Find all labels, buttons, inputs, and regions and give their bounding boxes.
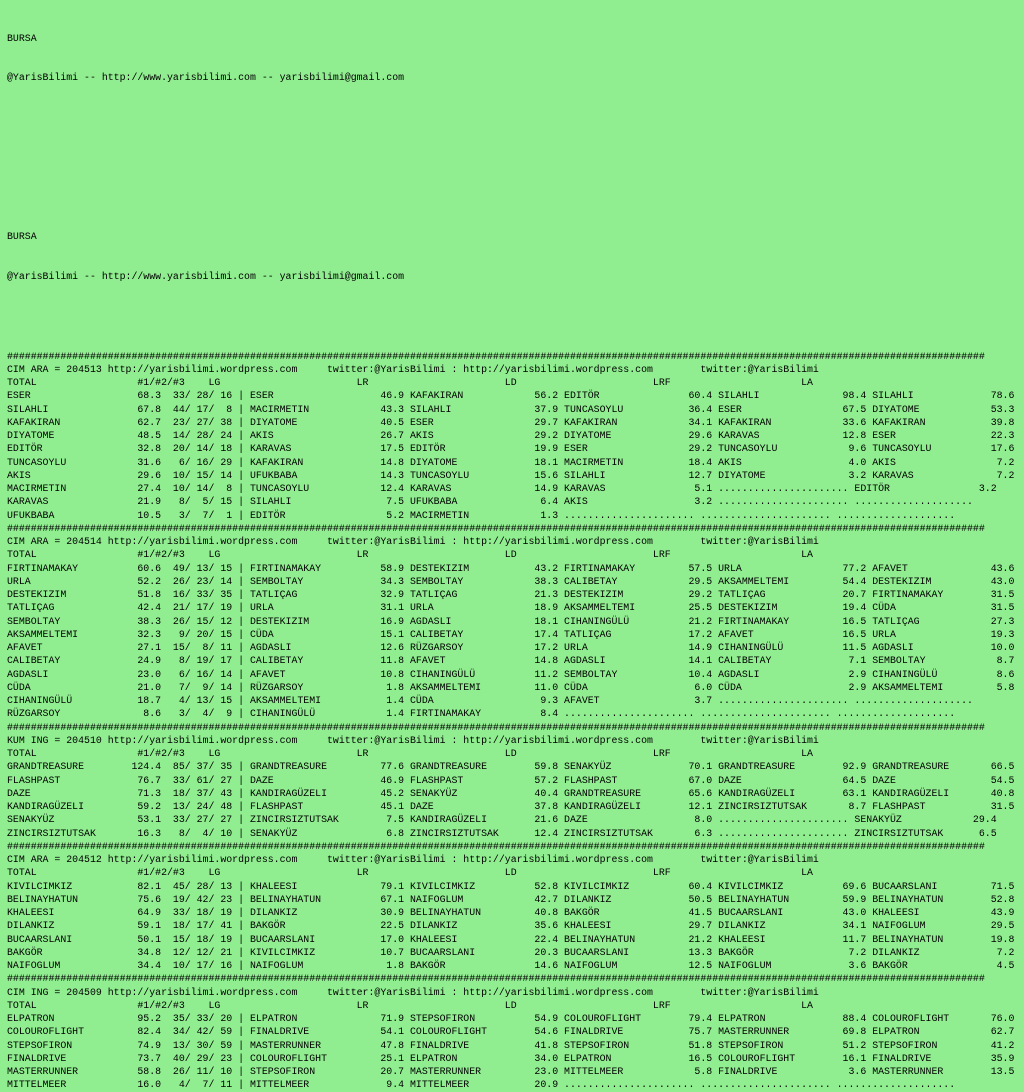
race-header: CIM ING = 204509 http://yarisbilimi.wordpress.com twitter:@YarisBilimi : http://yarisbilimi.wordpress.com twitter:@YarisBilimi	[7, 986, 819, 998]
table-row: FINALDRIVE 73.7 40/ 29/ 23 | COLOUROFLIGHT 25.1 ELPATRON 34.0 ELPATRON 16.5 COLOUROFLIGHT 16.1 FINALDRIVE 35.9	[7, 1052, 1015, 1064]
table-row: FIRTINAMAKAY 60.6 49/ 13/ 15 | FIRTINAMAKAY 58.9 DESTEKIZIM 43.2 FIRTINAMAKAY 57.5 URLA 77.2 AFAVET 43.6	[7, 562, 1015, 574]
race-header: CIM ARA = 204512 http://yarisbilimi.wordpress.com twitter:@YarisBilimi : http://yarisbilimi.wordpress.com twitter:@YarisBilimi	[7, 854, 819, 865]
table-row: COLOUROFLIGHT 82.4 34/ 42/ 59 | FINALDRIVE 54.1 COLOUROFLIGHT 54.6 FINALDRIVE 75.7 MASTERRUNNER 69.8 ELPATRON 62.7	[7, 1026, 1015, 1038]
table-row: AKIS 29.6 10/ 15/ 14 | UFUKBABA 14.3 TUNCASOYLU 15.6 SILAHLI 12.7 DIYATOME 3.2 KARAVAS 7.2	[7, 469, 1015, 481]
blank-line	[7, 310, 1024, 323]
table-row: TUNCASOYLU 31.6 6/ 16/ 29 | KAFAKIRAN 14.8 DIYATOME 18.1 MACIRMETIN 18.4 AKIS 4.0 AKIS 7.2	[7, 456, 1015, 468]
section-separator: #####################################################################################################################################################################	[7, 721, 985, 733]
table-row: AKSAMMELTEMI 32.3 9/ 20/ 15 | CÜDA 15.1 CALIBETAY 17.4 TATLIÇAG 17.2 AFAVET 16.5 URLA 19.3	[7, 628, 1015, 640]
table-row: ESER 68.3 33/ 28/ 16 | ESER 46.9 KAFAKIRAN 56.2 EDITÖR 60.4 SILAHLI 98.4 SILAHLI 78.6	[7, 390, 1015, 402]
column-header-row: TOTAL #1/#2/#3 LG LR LD LRF LA	[7, 867, 813, 879]
blank-line	[7, 151, 1024, 164]
table-row: FLASHPAST 76.7 33/ 61/ 27 | DAZE 46.9 FLASHPAST 57.2 FLASHPAST 67.0 DAZE 64.5 DAZE 54.5	[7, 774, 1015, 786]
table-row: KARAVAS 21.9 8/ 5/ 15 | SILAHLI 7.5 UFUKBABA 6.4 AKIS 3.2 ...................... ....................	[7, 496, 973, 508]
table-row: URLA 52.2 26/ 23/ 14 | SEMBOLTAY 34.3 SEMBOLTAY 38.3 CALIBETAY 29.5 AKSAMMELTEMI 54.4 DESTEKIZIM 43.0	[7, 575, 1015, 587]
column-header-row: TOTAL #1/#2/#3 LG LR LD LRF LA	[7, 377, 813, 388]
table-row: KIVILCIMKIZ 82.1 45/ 28/ 13 | KHALEESI 79.1 KIVILCIMKIZ 52.8 KIVILCIMKIZ 60.4 KIVILCIMKIZ 69.6 BUCAARSLANI 71.5	[7, 880, 1015, 892]
table-row: CALIBETAY 24.9 8/ 19/ 17 | CALIBETAY 11.8 AFAVET 14.8 AGDASLI 14.1 CALIBETAY 7.1 SEMBOLTAY 8.7	[7, 655, 1015, 667]
table-row: CIHANINGÜLÜ 18.7 4/ 13/ 15 | AKSAMMELTEMI 1.4 CÜDA 9.3 AFAVET 3.7 ...................... ....................	[7, 695, 973, 706]
table-row: MITTELMEER 16.0 4/ 7/ 11 | MITTELMEER 9.4 MITTELMEER 20.9 ...................... ...................... ....................	[7, 1079, 956, 1091]
table-row: BELINAYHATUN 75.6 19/ 42/ 23 | BELINAYHATUN 67.1 NAIFOGLUM 42.7 DILANKIZ 50.5 BELINAYHATUN 59.9 BELINAYHATUN 52.8	[7, 893, 1015, 905]
race-tables	[7, 350, 1024, 1091]
table-row: ZINCIRSIZTUTSAK 16.3 8/ 4/ 10 | SENAKYÜZ 6.8 ZINCIRSIZTUTSAK 12.4 ZINCIRSIZTUTSAK 6.3 ...................... ZINCIRSIZTUTSAK 6.5	[7, 827, 997, 839]
table-row: RÜZGARSOY 8.6 3/ 4/ 9 | CIHANINGÜLÜ 1.4 FIRTINAMAKAY 8.4 ...................... ...................... ....................	[7, 708, 956, 720]
table-row: MACIRMETIN 27.4 10/ 14/ 8 | TUNCASOYLU 12.4 KARAVAS 14.9 KARAVAS 5.1 ...................... EDITÖR 3.2	[7, 483, 997, 494]
column-header-row: TOTAL #1/#2/#3 LG LR LD LRF LA	[7, 999, 813, 1011]
table-row: GRANDTREASURE 124.4 85/ 37/ 35 | GRANDTREASURE 77.6 GRANDTREASURE 59.8 SENAKYÜZ 70.1 GRANDTREASURE 92.9 GRANDTREASURE 66.5	[7, 761, 1015, 773]
section-separator: #####################################################################################################################################################################	[7, 350, 985, 362]
table-row: MASTERRUNNER 58.8 26/ 11/ 10 | STEPSOFIRON 20.7 MASTERRUNNER 23.0 MITTELMEER 5.8 FINALDRIVE 3.6 MASTERRUNNER 13.5	[7, 1066, 1015, 1077]
table-row: SEMBOLTAY 38.3 26/ 15/ 12 | DESTEKIZIM 16.9 AGDASLI 18.1 CIHANINGÜLÜ 21.2 FIRTINAMAKAY 16.5 TATLIÇAG 27.3	[7, 615, 1015, 627]
table-row: SILAHLI 67.8 44/ 17/ 8 | MACIRMETIN 43.3 SILAHLI 37.9 TUNCASOYLU 36.4 ESER 67.5 DIYATOME 53.3	[7, 403, 1015, 415]
section-separator: #####################################################################################################################################################################	[7, 522, 985, 534]
race-header: KUM ING = 204510 http://yarisbilimi.wordpress.com twitter:@YarisBilimi : http://yarisbilimi.wordpress.com twitter:@YarisBilimi	[7, 734, 819, 746]
table-row: AGDASLI 23.0 6/ 16/ 14 | AFAVET 10.8 CIHANINGÜLÜ 11.2 SEMBOLTAY 10.4 AGDASLI 2.9 CIHANINGÜLÜ 8.6	[7, 668, 1015, 680]
blank-line	[7, 111, 1024, 124]
table-row: KAFAKIRAN 62.7 23/ 27/ 38 | DIYATOME 40.5 ESER 29.7 KAFAKIRAN 34.1 KAFAKIRAN 33.6 KAFAKIRAN 39.8	[7, 416, 1015, 428]
table-row: NAIFOGLUM 34.4 10/ 17/ 16 | NAIFOGLUM 1.8 BAKGÖR 14.6 NAIFOGLUM 12.5 NAIFOGLUM 3.6 BAKGÖR 4.5	[7, 960, 1015, 971]
race-header: CIM ARA = 204513 http://yarisbilimi.wordpress.com twitter:@YarisBilimi : http://yarisbilimi.wordpress.com twitter:@YarisBilimi	[7, 363, 819, 375]
table-row: CÜDA 21.0 7/ 9/ 14 | RÜZGARSOY 1.8 AKSAMMELTEMI 11.0 CÜDA 6.0 CÜDA 2.9 AKSAMMELTEMI 5.8	[7, 681, 1015, 693]
race-header: CIM ARA = 204514 http://yarisbilimi.wordpress.com twitter:@YarisBilimi : http://yarisbilimi.wordpress.com twitter:@YarisBilimi	[7, 536, 819, 547]
header-contact: @YarisBilimi -- http://www.yarisbilimi.com -- yarisbilimi@gmail.com	[7, 72, 405, 84]
table-row: DIYATOME 48.5 14/ 28/ 24 | AKIS 26.7 AKIS 29.2 DIYATOME 29.6 KARAVAS 12.8 ESER 22.3	[7, 430, 1015, 441]
section-separator: #####################################################################################################################################################################	[7, 973, 985, 985]
table-row: DILANKIZ 59.1 18/ 17/ 41 | BAKGÖR 22.5 DILANKIZ 35.6 KHALEESI 29.7 DILANKIZ 34.1 NAIFOGLUM 29.5	[7, 920, 1015, 932]
column-header-row: TOTAL #1/#2/#3 LG LR LD LRF LA	[7, 549, 813, 561]
table-row: BUCAARSLANI 50.1 15/ 18/ 19 | BUCAARSLANI 17.0 KHALEESI 22.4 BELINAYHATUN 21.2 KHALEESI 11.7 BELINAYHATUN 19.8	[7, 933, 1015, 945]
header-contact: @YarisBilimi -- http://www.yarisbilimi.com -- yarisbilimi@gmail.com	[7, 271, 405, 282]
column-header-row: TOTAL #1/#2/#3 LG LR LD LRF LA	[7, 748, 813, 759]
table-row: EDITÖR 32.8 20/ 14/ 18 | KARAVAS 17.5 EDITÖR 19.9 ESER 29.2 TUNCASOYLU 9.6 TUNCASOYLU 17.6	[7, 443, 1015, 455]
table-row: KANDIRAGÜZELI 59.2 13/ 24/ 48 | FLASHPAST 45.1 DAZE 37.8 KANDIRAGÜZELI 12.1 ZINCIRSIZTUTSAK 8.7 FLASHPAST 31.5	[7, 801, 1015, 812]
table-row: KHALEESI 64.9 33/ 18/ 19 | DILANKIZ 30.9 BELINAYHATUN 40.8 BAKGÖR 41.5 BUCAARSLANI 43.0 KHALEESI 43.9	[7, 907, 1015, 918]
table-row: DESTEKIZIM 51.8 16/ 33/ 35 | TATLIÇAG 32.9 TATLIÇAG 21.3 DESTEKIZIM 29.2 TATLIÇAG 20.7 FIRTINAMAKAY 31.5	[7, 589, 1015, 600]
table-row: UFUKBABA 10.5 3/ 7/ 1 | EDITÖR 5.2 MACIRMETIN 1.3 ...................... ...................... ....................	[7, 509, 956, 521]
table-row: DAZE 71.3 18/ 37/ 43 | KANDIRAGÜZELI 45.2 SENAKYÜZ 40.4 GRANDTREASURE 65.6 KANDIRAGÜZELI 63.1 KANDIRAGÜZELI 40.8	[7, 787, 1015, 799]
table-row: STEPSOFIRON 74.9 13/ 30/ 59 | MASTERRUNNER 47.8 FINALDRIVE 41.8 STEPSOFIRON 51.8 STEPSOFIRON 51.2 STEPSOFIRON 41.2	[7, 1039, 1015, 1051]
table-row: BAKGÖR 34.8 12/ 12/ 21 | KIVILCIMKIZ 10.7 BUCAARSLANI 20.3 BUCAARSLANI 13.3 BAKGÖR 7.2 DILANKIZ 7.2	[7, 946, 1015, 958]
header-city: BURSA	[7, 32, 37, 44]
section-separator: #####################################################################################################################################################################	[7, 840, 985, 852]
table-row: AFAVET 27.1 15/ 8/ 11 | AGDASLI 12.6 RÜZGARSOY 17.2 URLA 14.9 CIHANINGÜLÜ 11.5 AGDASLI 10.0	[7, 642, 1015, 653]
table-row: TATLIÇAG 42.4 21/ 17/ 19 | URLA 31.1 URLA 18.9 AKSAMMELTEMI 25.5 DESTEKIZIM 19.4 CÜDA 31.5	[7, 602, 1015, 614]
table-row: SENAKYÜZ 53.1 33/ 27/ 27 | ZINCIRSIZTUTSAK 7.5 KANDIRAGÜZELI 21.6 DAZE 8.0 ...................... SENAKYÜZ 29.4	[7, 814, 997, 826]
table-row: ELPATRON 95.2 35/ 33/ 20 | ELPATRON 71.9 STEPSOFIRON 54.9 COLOUROFLIGHT 79.4 ELPATRON 88.4 COLOUROFLIGHT 76.0	[7, 1013, 1015, 1024]
blank-line	[7, 191, 1024, 204]
header-city: BURSA	[7, 231, 37, 243]
